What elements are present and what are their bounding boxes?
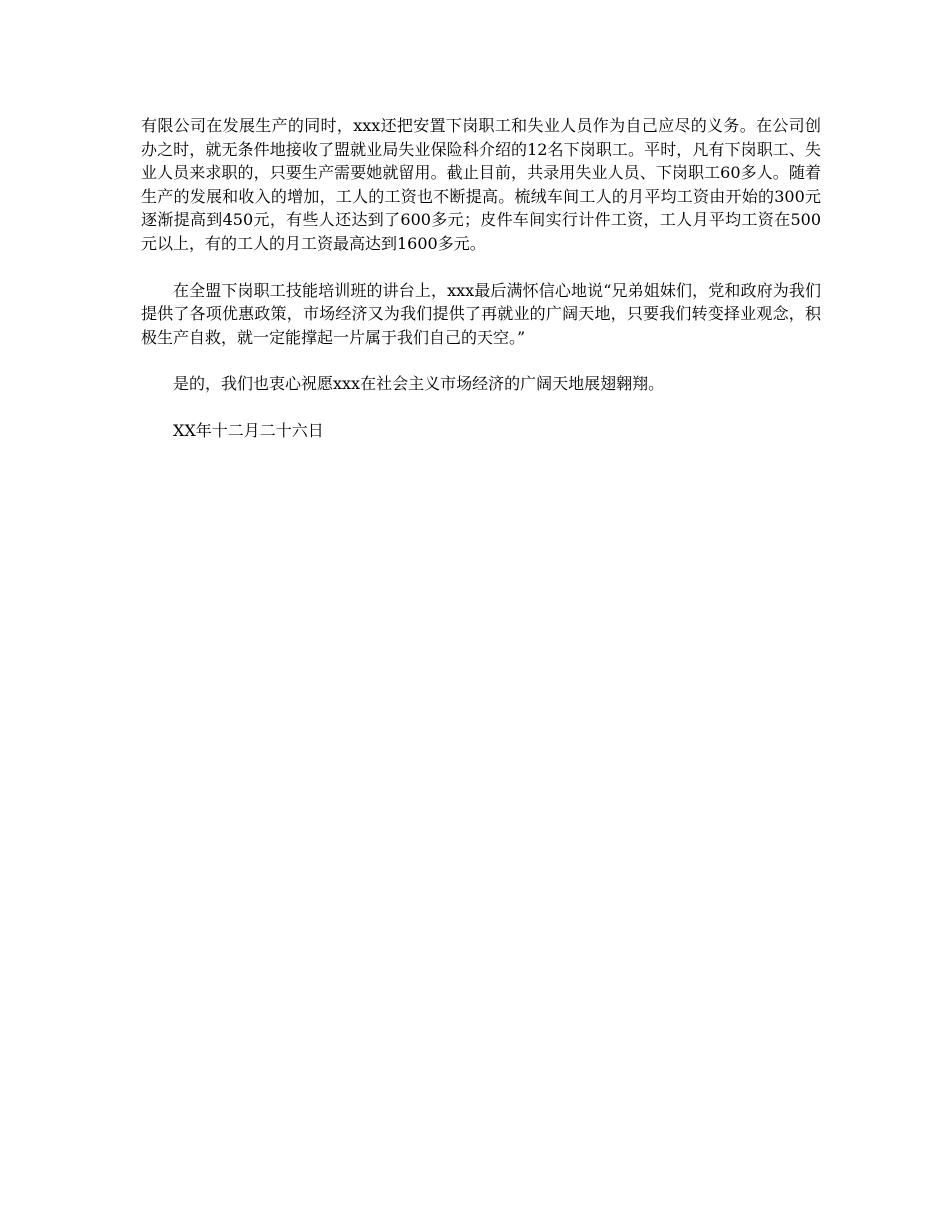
paragraph-gap [141, 396, 821, 419]
document-body [141, 114, 821, 443]
paragraph-gap [141, 349, 821, 372]
date-line: XX年十二月二十六日 [173, 420, 324, 440]
paragraph-1: 有限公司在发展生产的同时，xxx还把安置下岗职工和失业人员作为自己应尽的义务。在公司创办之时，就无条件地接收了盟就业局失业保险科介绍的12名下岗职工。平时，凡有下岗职工、失业人员来求职的，只要生产需要她就留用。截止目前，共录用失业人员、下岗职工60多人。随着生产的发展和收入的增加，工人的工资也不断提高。梳绒车间工人的月平均工资由开始的300元逐渐提高到450元，有些人还达到了600多元；皮件车间实行计件工资，工人月平均工资在500元以上，有的工人的月工资最高达到1600多元。 [141, 116, 821, 253]
paragraph-3: 是的，我们也衷心祝愿xxx在社会主义市场经济的广阔天地展翅翱翔。 [173, 374, 665, 394]
paragraph-gap [141, 256, 821, 279]
paragraph-2: 在全盟下岗职工技能培训班的讲台上，xxx最后满怀信心地说“兄弟姐妹们，党和政府为我们提供了各项优惠政策，市场经济又为我们提供了再就业的广阔天地，只要我们转变择业观念，积极生产自救，就一定能撑起一片属于我们自己的天空。” [141, 280, 821, 347]
